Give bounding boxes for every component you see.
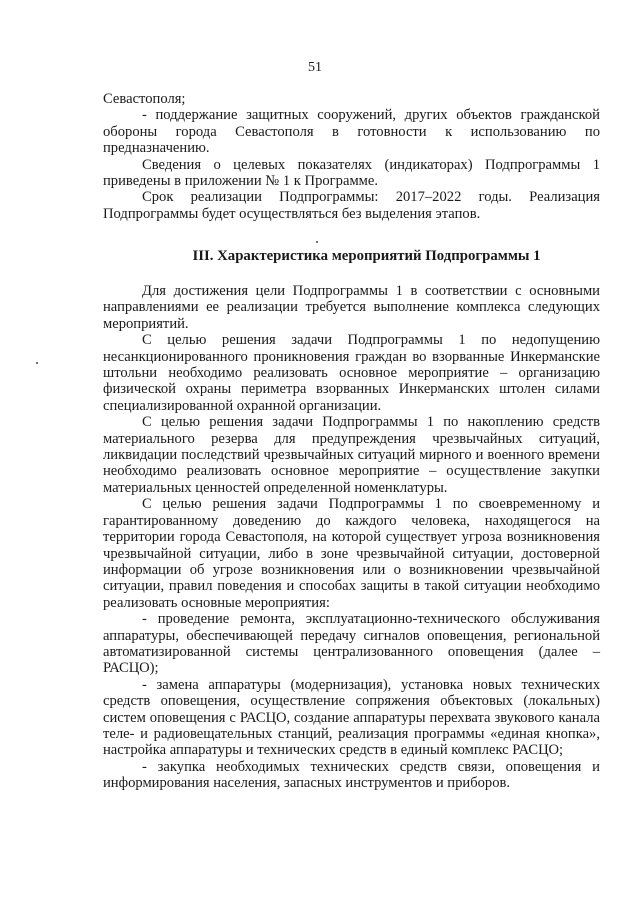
term-paragraph: Срок реализации Подпрограммы: 2017–2022 годы. Реализация Подпрограммы будет осуществляться без выделения этапов. [103, 189, 600, 222]
scan-speck [316, 241, 318, 243]
paragraph-goal: Для достижения цели Подпрограммы 1 в соответствии с основными направлениями ее реализации требуется выполнение комплекса следующих мероприятий. [103, 283, 600, 332]
list-item-repair: - проведение ремонта, эксплуатационно-технического обслуживания аппаратуры, обеспечивающей передачу сигналов оповещения, региональной автоматизированной системы централизованного оповещения (далее – РАСЦО); [103, 611, 600, 677]
paragraph-warning: С целью решения задачи Подпрограммы 1 по своевременному и гарантированному доведению до каждого человека, находящегося на территории города Севастополя, на которой существует угроза возникновения чрезвычайной ситуации, либо в зоне чрезвычайной ситуации, достоверной информации об угрозе возникновения или о возникновении чрезвычайной ситуации, правил поведения и способах защиты в такой ситуации необходимо реализовать основные мероприятия: [103, 496, 600, 611]
list-item-shelters: - поддержание защитных сооружений, других объектов гражданской обороны города Севастополя в готовности к использованию по предназначению. [103, 107, 600, 157]
section-heading: III. Характеристика мероприятий Подпрограммы 1 [192, 248, 541, 264]
intro-block [103, 91, 600, 222]
list-item-replace: - замена аппаратуры (модернизация), установка новых технических средств оповещения, осуществление сопряжения объектовых (локальных) систем оповещения с РАСЦО, создание аппаратуры перехвата звукового канала теле- и радиовещательных станций, реализация программы «единая кнопка», настройка аппаратуры и технических средств в единый комплекс РАСЦО; [103, 676, 600, 759]
list-item-purchase: - закупка необходимых технических средств связи, оповещения и информирования населения, запасных инструментов и приборов. [103, 758, 600, 792]
paragraph-reserve: С целью решения задачи Подпрограммы 1 по накоплению средств материального резерва для предупреждения чрезвычайных ситуаций, ликвидации последствий чрезвычайных ситуаций мирного и военного времени необходимо реализовать основное мероприятие – осуществление закупки материальных ценностей определенной номенклатуры. [103, 414, 600, 496]
indicators-paragraph: Сведения о целевых показателях (индикаторах) Подпрограммы 1 приведены в приложении № 1 к Программе. [103, 156, 600, 190]
paragraph-security: С целью решения задачи Подпрограммы 1 по недопущению несанкционированного проникновения граждан во взорванные Инкерманские штольни необходимо реализовать основное мероприятие – организацию физической охраны периметра взорванных Инкерманских штолен силами специализированной охранной организации. [103, 332, 600, 414]
section-body [103, 283, 600, 792]
scan-speck [36, 362, 38, 364]
continuation-text: Севастополя; [103, 91, 186, 107]
page-number: 51 [308, 60, 322, 75]
